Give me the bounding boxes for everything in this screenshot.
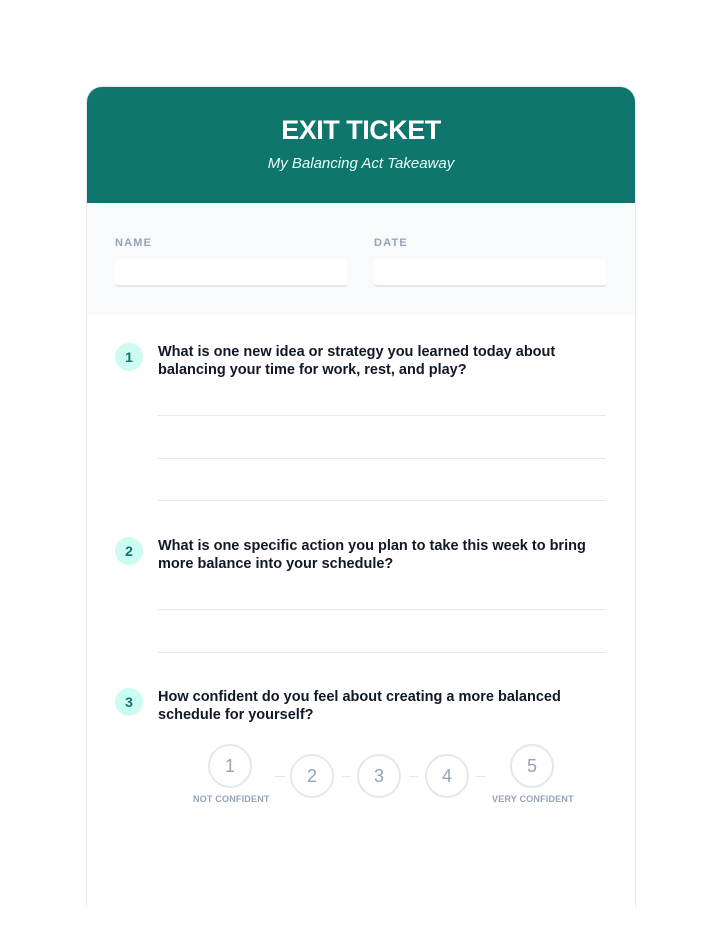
scale-connector [476, 776, 486, 777]
scale-option-5[interactable]: 5 [510, 744, 554, 788]
scale-connector [275, 776, 285, 777]
answer-line[interactable] [158, 500, 606, 501]
question-text: How confident do you feel about creating a more balanced schedule for yourself? [158, 689, 561, 723]
question-number-badge: 2 [115, 537, 143, 565]
scale-option-1[interactable]: 1 [208, 744, 252, 788]
name-field-group [115, 237, 347, 286]
ticket-header [87, 87, 635, 203]
answer-line[interactable] [158, 609, 606, 610]
scale-option-3[interactable]: 3 [357, 754, 401, 798]
question-text: What is one new idea or strategy you learned today about balancing your time for work, rest, and play? [158, 344, 556, 378]
question-1 [87, 315, 635, 515]
scale-connector [341, 776, 351, 777]
question-text: What is one specific action you plan to take this week to bring more balance into your schedule? [158, 538, 586, 572]
question-number-badge: 1 [115, 343, 143, 371]
exit-ticket-card [86, 86, 636, 907]
answer-line[interactable] [158, 415, 606, 416]
date-label: DATE [374, 237, 408, 249]
answer-line[interactable] [158, 458, 606, 459]
scale-option-4[interactable]: 4 [425, 754, 469, 798]
question-number-badge: 3 [115, 688, 143, 716]
name-field[interactable] [115, 259, 347, 286]
page-title: EXIT TICKET [281, 115, 441, 145]
scale-connector [409, 776, 419, 777]
name-label: NAME [115, 237, 153, 249]
question-2 [87, 510, 635, 660]
answer-line[interactable] [158, 652, 606, 653]
page-subtitle: My Balancing Act Takeaway [267, 155, 455, 172]
student-info-section [87, 203, 635, 315]
date-field[interactable] [374, 259, 606, 286]
date-field-group [374, 237, 606, 286]
scale-option-2[interactable]: 2 [290, 754, 334, 798]
scale-high-label: VERY CONFIDENT [492, 794, 574, 804]
question-3 [87, 663, 635, 823]
scale-low-label: NOT CONFIDENT [193, 794, 270, 804]
